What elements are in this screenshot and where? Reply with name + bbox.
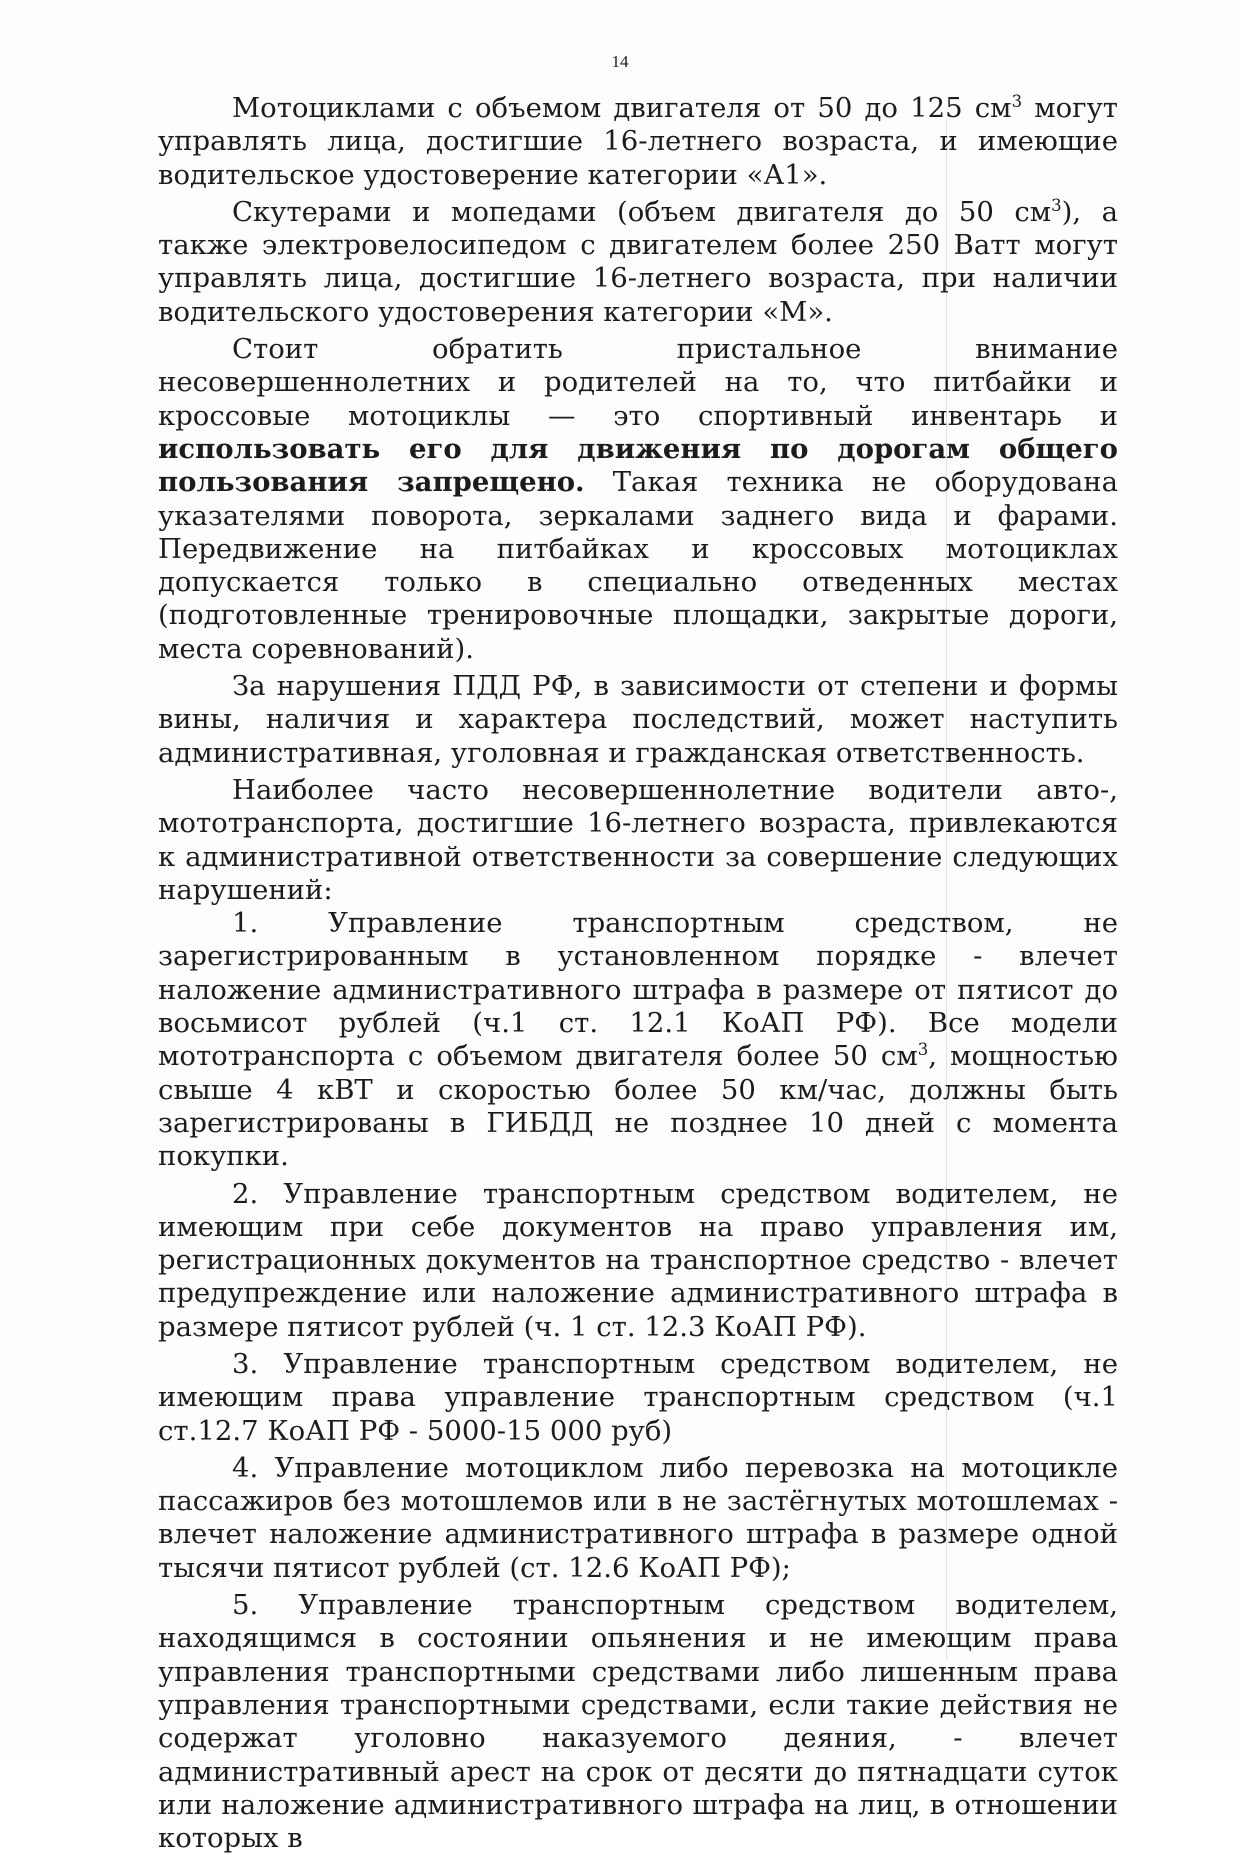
emphasis-text: использовать его для движения по дорогам общего пользования запрещено. bbox=[158, 432, 1118, 499]
list-item-text: 1. Управление транспортным средством, не зарегистрированным в установленном порядке - влечет наложение административного штрафа в размере от пятисот до восьмисот рублей (ч.1 ст. 12.1 КоАП РФ). Все модели мототранспорта с объемом двигателя более 50 см bbox=[158, 907, 1118, 1073]
document-body bbox=[158, 92, 1118, 1855]
paragraph-text: Скутерами и мопедами (объем двигателя до 50 см bbox=[232, 195, 1052, 228]
page-number: 14 bbox=[611, 52, 629, 71]
paragraph-m-category bbox=[158, 196, 1118, 329]
paragraph-text: могут управлять лица, достигшие 16-летнего возраста, и имеющие водительское удостоверение категории «А1». bbox=[158, 92, 1118, 191]
paragraph-a1-category bbox=[158, 92, 1118, 192]
list-item-text: , мощностью свыше 4 кВТ и скоростью более 50 км/час, должны быть зарегистрированы в ГИБДД не позднее 10 дней с момента покупки. bbox=[158, 1040, 1118, 1173]
paragraph-text: Мотоциклами с объемом двигателя от 50 до 125 см bbox=[232, 92, 1012, 124]
superscript: 3 bbox=[1051, 195, 1062, 215]
paragraph-text: Такая техника не оборудована указателями поворота, зеркалами заднего вида и фарами. Передвижение на питбайках и кроссовых мотоциклах допускается только в специально отведенных местах (подготовленные тренировочные площадки, закрытые дороги, места соревнований). bbox=[158, 466, 1118, 665]
paragraph-pitbikes bbox=[158, 333, 1118, 666]
paragraph-liability: За нарушения ПДД РФ, в зависимости от степени и формы вины, наличия и характера последствий, может наступить административная, уголовная и гражданская ответственность. bbox=[158, 670, 1118, 769]
paragraph-text: Стоит обратить пристальное внимание несовершеннолетних и родителей на то, что питбайки и кроссовые мотоциклы — это спортивный инвентарь и bbox=[158, 333, 1118, 432]
list-item-1 bbox=[158, 907, 1118, 1173]
paragraph-text: ), а также электровелосипедом с двигателем более 250 Ватт могут управлять лица, достигшие 16-летнего возраста, при наличии водительского удостоверения категории «М». bbox=[158, 195, 1118, 328]
list-item-4: 4. Управление мотоциклом либо перевозка на мотоцикле пассажиров без мотошлемов или в не застёгнутых мотошлемах - влечет наложение административного штрафа в размере одной тысячи пятисот рублей (ст. 12.6 КоАП РФ); bbox=[158, 1451, 1118, 1584]
superscript: 3 bbox=[1011, 91, 1023, 111]
list-item-3: 3. Управление транспортным средством водителем, не имеющим права управление транспортным средством (ч.1 ст.12.7 КоАП РФ - 5000-15 000 руб) bbox=[158, 1347, 1118, 1447]
superscript: 3 bbox=[917, 1040, 929, 1060]
list-item-5: 5. Управление транспортным средством водителем, находящимся в состоянии опьянения и не имеющим права управления транспортными средствами либо лишенным права управления транспортными средствами, если такие действия не содержат уголовно наказуемого деяния, - влечет административный арест на срок от десяти до пятнадцати суток или наложение административного штрафа на лиц, в отношении которых в bbox=[158, 1589, 1118, 1855]
list-item-2: 2. Управление транспортным средством водителем, не имеющим при себе документов на право управления им, регистрационных документов на транспортное средство - влечет предупреждение или наложение административного штрафа в размере пятисот рублей (ч. 1 ст. 12.3 КоАП РФ). bbox=[158, 1177, 1118, 1343]
paragraph-violations-intro: Наиболее часто несовершеннолетние водители авто-, мототранспорта, достигшие 16-летнего возраста, привлекаются к административной ответственности за совершение следующих нарушений: bbox=[158, 773, 1118, 906]
